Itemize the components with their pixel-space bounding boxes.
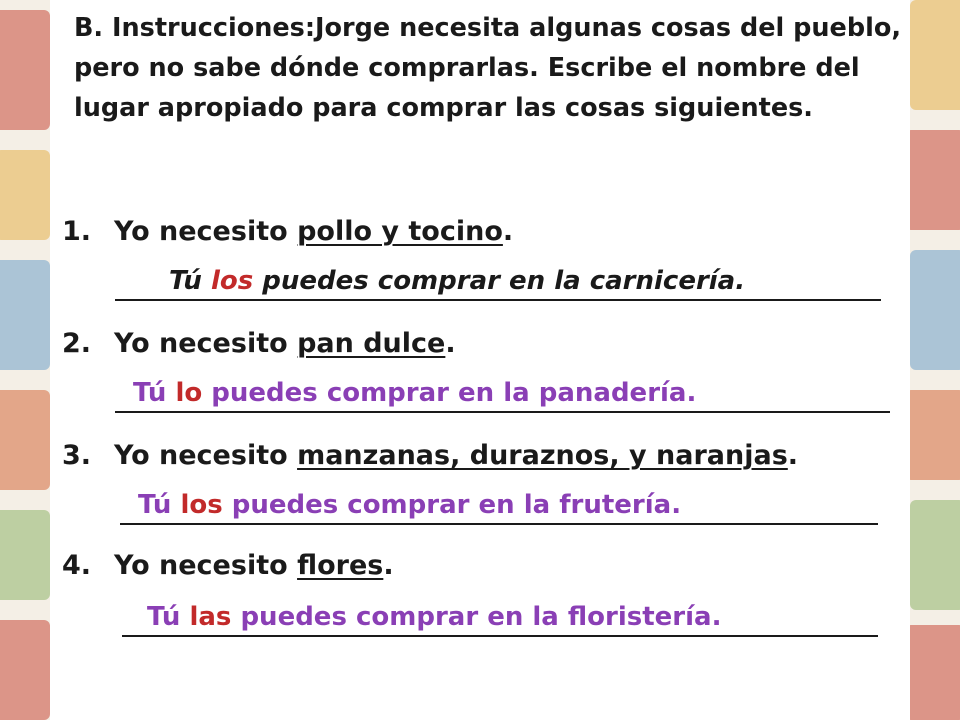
item-end: . xyxy=(383,550,394,581)
item-prompt: Yo necesito xyxy=(114,216,298,247)
answer-pronoun: las xyxy=(189,602,232,632)
item-number: 2. xyxy=(62,328,92,359)
item-object: pollo y tocino xyxy=(297,216,503,247)
answer-post: puedes comprar en la panadería. xyxy=(202,378,697,408)
answer-pre: Tú xyxy=(138,490,181,520)
list-item-1 xyxy=(62,216,513,247)
item-number: 3. xyxy=(62,440,92,471)
item-end: . xyxy=(445,328,456,359)
item-number: 4. xyxy=(62,550,92,581)
answer-pronoun: los xyxy=(180,490,223,520)
list-item-3 xyxy=(62,440,798,471)
item-prompt: Yo necesito xyxy=(114,550,298,581)
answer-pronoun: lo xyxy=(175,378,203,408)
answer-pronoun: los xyxy=(210,266,254,296)
item-prompt: Yo necesito xyxy=(114,328,298,359)
answer-pre: Tú xyxy=(147,602,190,632)
item-object: pan dulce xyxy=(297,328,446,359)
answer-1 xyxy=(115,266,881,306)
answer-post: puedes comprar en la carnicería. xyxy=(253,266,746,296)
answer-pre: Tú xyxy=(169,266,211,296)
list-item-4 xyxy=(62,550,394,581)
item-end: . xyxy=(502,216,514,247)
answer-post: puedes comprar en la floristería. xyxy=(231,602,722,632)
item-number: 1. xyxy=(62,216,92,247)
answer-4 xyxy=(122,602,878,642)
item-object: manzanas, duraznos, y naranjas xyxy=(297,440,788,471)
item-object: flores xyxy=(297,550,384,581)
item-end: . xyxy=(787,440,799,471)
answer-2 xyxy=(115,378,890,418)
answer-3 xyxy=(120,490,878,530)
instructions-text: B. Instrucciones:Jorge necesita algunas cosas del pueblo, pero no sabe dónde comprarlas. Escribe el nombre del lugar apropiado para comprar las cosas siguientes. xyxy=(74,13,902,123)
answer-post: puedes comprar en la frutería. xyxy=(222,490,682,520)
list-item-2 xyxy=(62,328,456,359)
item-prompt: Yo necesito xyxy=(114,440,298,471)
answer-pre: Tú xyxy=(133,378,176,408)
